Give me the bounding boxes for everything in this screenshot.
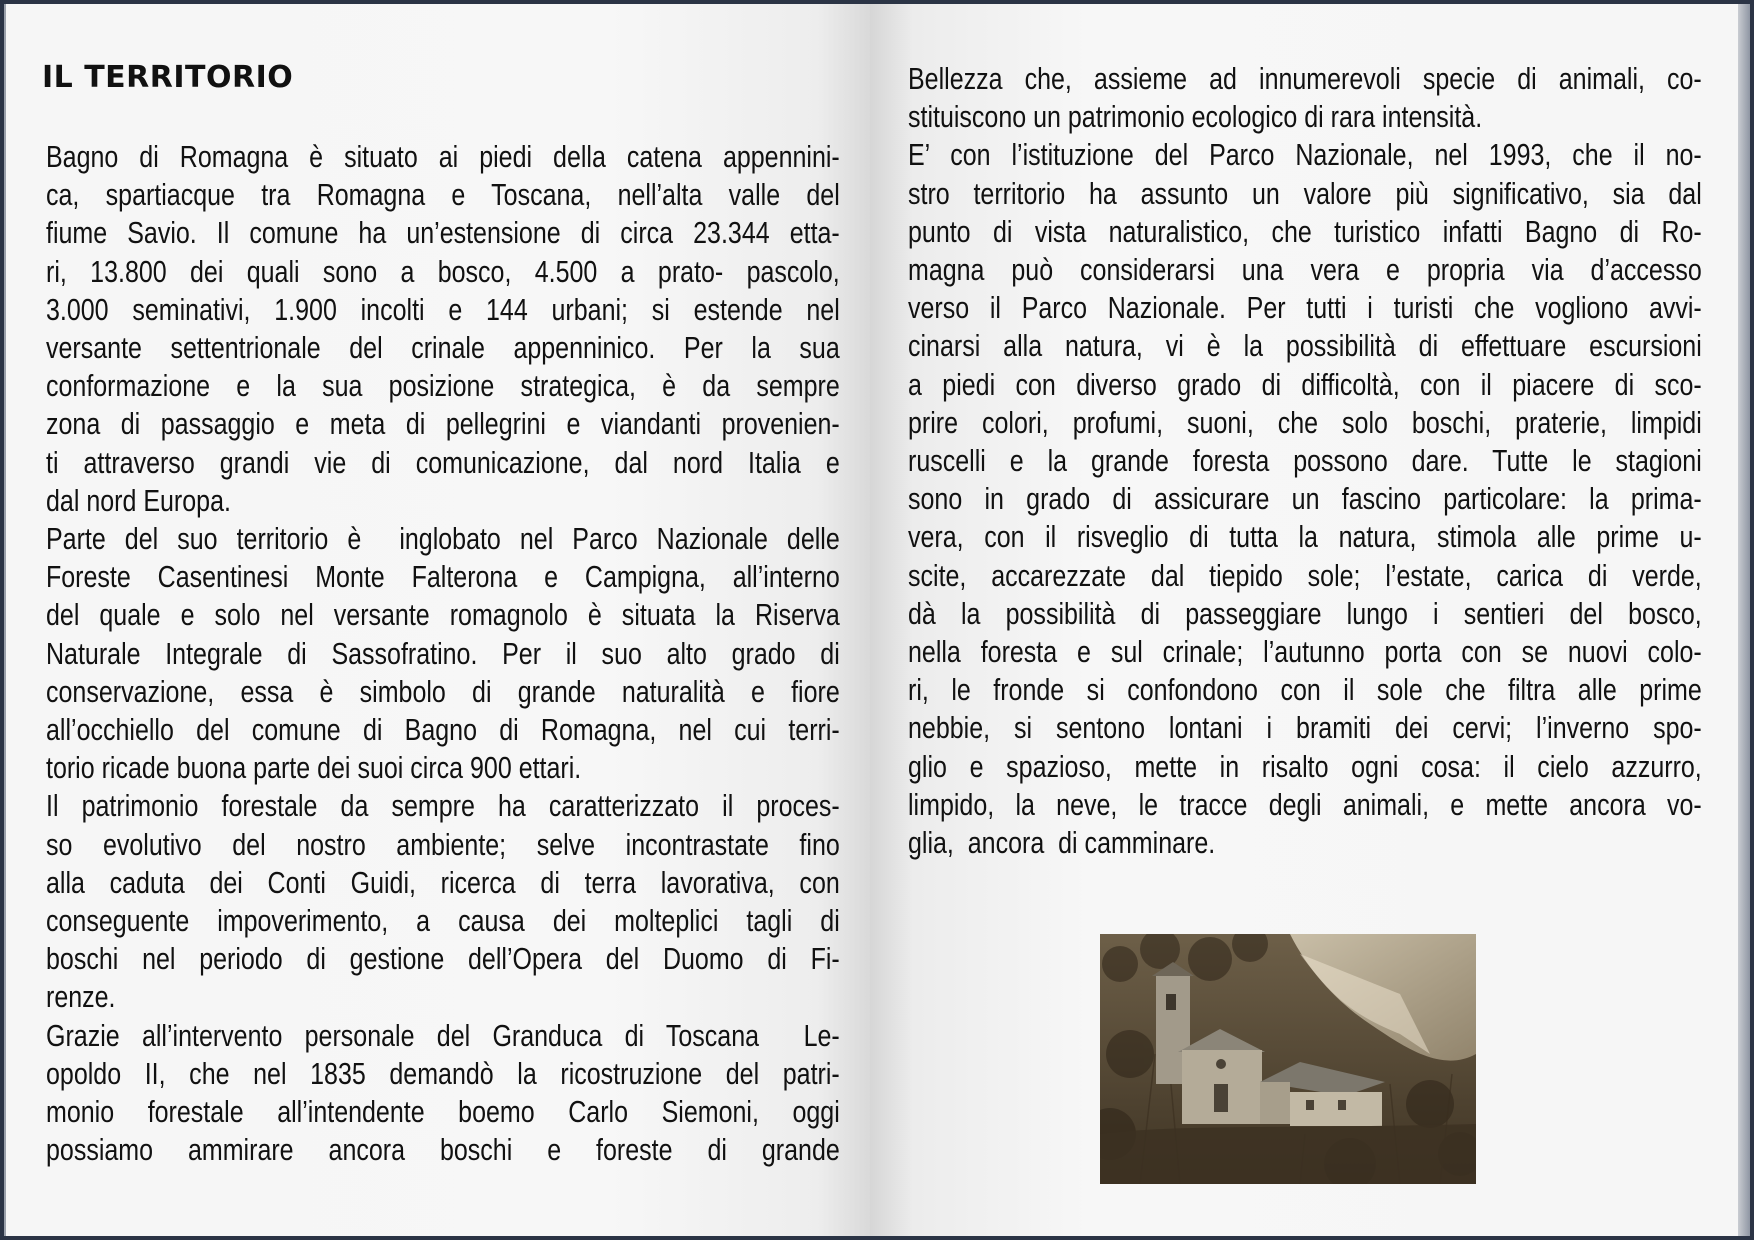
- text-line: fiume Savio. Il comune ha un’estensione di circa 23.344 etta-: [46, 216, 840, 251]
- text-line: ti attraverso grandi vie di comunicazione, dal nord Italia e: [46, 445, 840, 480]
- text-line: prire colori, profumi, suoni, che solo boschi, praterie, limpidi: [908, 405, 1702, 440]
- text-line: ruscelli e la grande foresta possono dare. Tutte le stagioni: [908, 444, 1702, 479]
- text-line: alla caduta dei Conti Guidi, ricerca di terra lavorativa, con: [46, 865, 840, 900]
- text-line: sono in grado di assicurare un fascino particolare: la prima-: [908, 482, 1702, 517]
- text-line: versante settentrionale del crinale appenninico. Per la sua: [46, 331, 840, 366]
- text-line: zona di passaggio e meta di pellegrini e viandanti provenien-: [46, 407, 840, 442]
- text-line: Grazie all’intervento personale del Granduca di Toscana Le-: [46, 1018, 840, 1053]
- text-line: punto di vista naturalistico, che turistico infatti Bagno di Ro-: [908, 214, 1702, 249]
- text-line: Bagno di Romagna è situato ai piedi della catena appennini-: [46, 140, 840, 174]
- page-title: IL TERRITORIO: [42, 60, 294, 95]
- text-line: all’occhiello del comune di Bagno di Romagna, nel cui terri-: [46, 713, 840, 748]
- text-line: magna può considerarsi una vera e propria via d’accesso: [908, 253, 1702, 288]
- text-line: cinarsi alla natura, vi è la possibilità di effettuare escursioni: [908, 329, 1702, 364]
- left-body-text: [46, 138, 840, 1169]
- text-line: nebbie, si sentono lontani i bramiti dei cervi; l’inverno spo-: [908, 711, 1702, 746]
- text-line: Foreste Casentinesi Monte Falterona e Campigna, all’interno: [46, 560, 840, 595]
- text-line: so evolutivo del nostro ambiente; selve incontrastate fino: [46, 827, 840, 862]
- text-line: glio e spazioso, mette in risalto ogni cosa: il cielo azzurro,: [908, 749, 1702, 784]
- text-line: 3.000 seminativi, 1.900 incolti e 144 urbani; si estende nel: [46, 292, 840, 327]
- text-line: a piedi con diverso grado di difficoltà, con il piacere di sco-: [908, 367, 1702, 402]
- text-line: limpido, la neve, le tracce degli animali, e mette ancora vo-: [908, 787, 1702, 822]
- text-line: Il patrimonio forestale da sempre ha caratterizzato il proces-: [46, 789, 840, 824]
- text-line: stro territorio ha assunto un valore più significativo, sia dal: [908, 176, 1702, 211]
- church-photo: [1100, 934, 1476, 1184]
- right-page: [870, 4, 1738, 1236]
- book-spread: [4, 4, 1750, 1236]
- text-line: ca, spartiacque tra Romagna e Toscana, nell’alta valle del: [46, 178, 840, 213]
- text-line: stituiscono un patrimonio ecologico di rara intensità.: [908, 100, 1483, 135]
- left-page: [4, 4, 870, 1236]
- text-line: Naturale Integrale di Sassofratino. Per il suo alto grado di: [46, 636, 840, 671]
- text-line: conservazione, essa è simbolo di grande naturalità e fiore: [46, 674, 840, 709]
- text-line: torio ricade buona parte dei suoi circa 900 ettari.: [46, 751, 582, 786]
- text-line: verso il Parco Nazionale. Per tutti i turisti che vogliono avvi-: [908, 291, 1702, 326]
- text-line: renze.: [46, 980, 116, 1015]
- text-line: boschi nel periodo di gestione dell’Opera del Duomo di Fi-: [46, 942, 840, 977]
- text-line: glia, ancora di camminare.: [908, 826, 1216, 861]
- text-line: conformazione e la sua posizione strategica, è da sempre: [46, 369, 840, 404]
- text-line: monio forestale all’intendente boemo Carlo Siemoni, oggi: [46, 1095, 840, 1130]
- text-line: E’ con l’istituzione del Parco Nazionale, nel 1993, che il no-: [908, 138, 1702, 173]
- right-body-text: [908, 60, 1702, 862]
- page-edge: [4, 4, 6, 1236]
- text-line: ri, le fronde si confondono con il sole che filtra alle prime: [908, 673, 1702, 708]
- text-line: opoldo II, che nel 1835 demandò la ricostruzione del patri-: [46, 1056, 840, 1091]
- text-line: possiamo ammirare ancora boschi e foreste di grande: [46, 1133, 840, 1168]
- page-edge-right: [1738, 4, 1750, 1236]
- text-line: dà la possibilità di passeggiare lungo i sentieri del bosco,: [908, 596, 1702, 631]
- text-line: vera, con il risveglio di tutta la natura, stimola alle prime u-: [908, 520, 1702, 555]
- text-line: dal nord Europa.: [46, 483, 231, 518]
- text-line: Parte del suo territorio è inglobato nel Parco Nazionale delle: [46, 522, 840, 557]
- text-line: ri, 13.800 dei quali sono a bosco, 4.500 a prato- pascolo,: [46, 254, 840, 289]
- text-line: conseguente impoverimento, a causa dei molteplici tagli di: [46, 904, 840, 939]
- text-line: scite, accarezzate dal tiepido sole; l’estate, carica di verde,: [908, 558, 1702, 593]
- text-line: del quale e solo nel versante romagnolo è situata la Riserva: [46, 598, 840, 633]
- text-line: nella foresta e sul crinale; l’autunno porta con se nuovi colo-: [908, 635, 1702, 670]
- text-line: Bellezza che, assieme ad innumerevoli specie di animali, co-: [908, 62, 1702, 96]
